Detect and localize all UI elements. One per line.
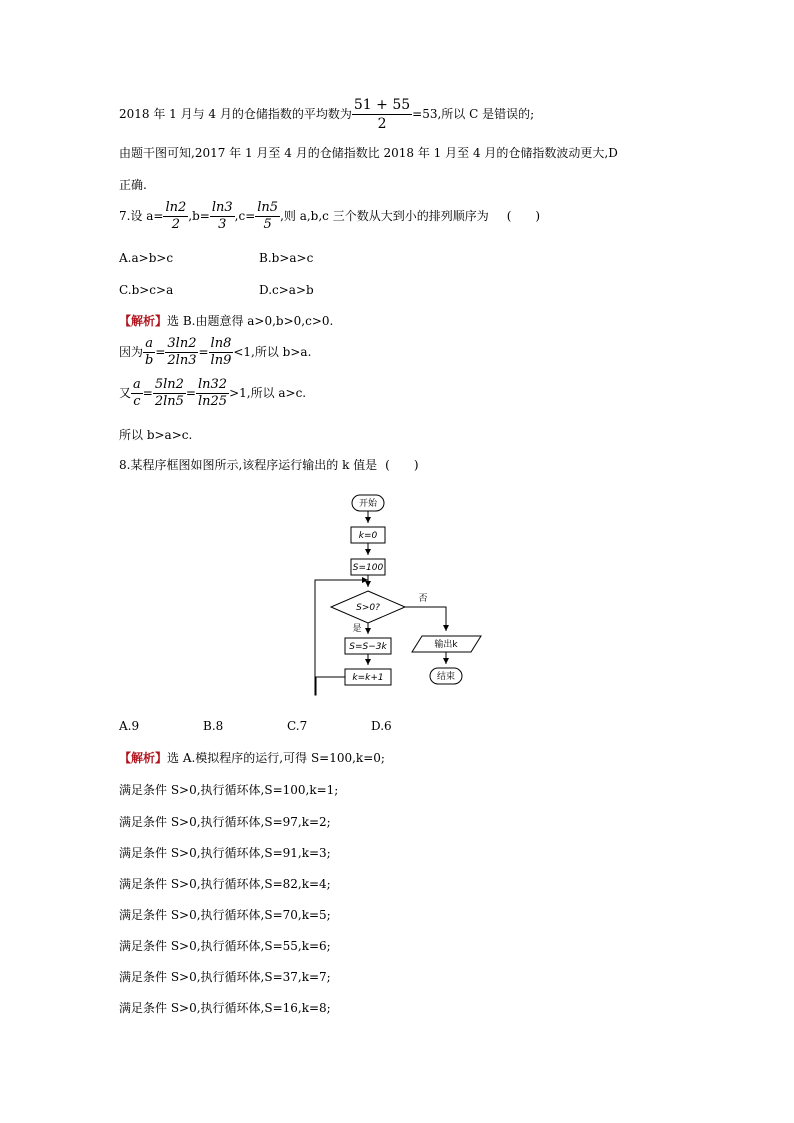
fraction-numerator: ln5 [257,200,279,215]
option-b: B.b>a>c [259,251,314,265]
fraction-numerator: ln8 [210,336,232,351]
text: ,b= [188,209,210,223]
paragraph-fluctuation: 由题干图可知,2017 年 1 月至 4 月的仓储指数比 2018 年 1 月至 4 月的仓储指数波动更大,D [119,146,618,160]
solution-step: 满足条件 S>0,执行循环体,S=55,k=6; [119,939,331,953]
text: ,则 a,b,c 三个数从大到小的排列顺序为 [280,209,489,223]
question-7-prefix: 7.设 a= [119,209,164,223]
fraction-denominator: c [133,394,141,409]
solution-step: 满足条件 S>0,执行循环体,S=70,k=5; [119,908,331,922]
fraction-numerator: a [143,336,155,353]
flow-end-label: 结束 [436,672,456,682]
solution-7-conclusion: 所以 b>a>c. [119,428,193,442]
fraction-numerator: 51 + 55 [353,97,411,113]
solution-step: 满足条件 S>0,执行循环体,S=16,k=8; [119,1001,331,1015]
fraction-denominator: ln9 [210,353,232,368]
question-8-text: 8.某程序框图如图所示,该程序运行输出的 k 值是 [119,458,378,472]
answer-blank: ( ) [506,209,541,223]
option-a: A.9 [119,719,140,733]
fraction-denominator: 2 [377,116,387,132]
option-a: A.a>b>c [119,251,174,265]
solution-8-line-1 [119,750,385,766]
text: = [142,386,153,400]
option-d: D.c>a>b [259,283,314,297]
answer-blank: ( ) [385,458,419,472]
flow-init-k-label: k=0 [358,531,378,541]
fraction-numerator: 3ln2 [167,336,197,351]
text: 因为 [119,345,144,359]
text: 选 B.由题意得 a>0,b>0,c>0. [167,314,334,328]
flow-init-s-label: S=100 [352,563,384,573]
text: >1,所以 a>c. [229,386,307,400]
analysis-tag: 【解析】 [119,751,168,765]
option-b: B.8 [203,719,224,733]
flow-update-s-label: S=S−3k [349,642,387,652]
fraction-numerator: ln3 [211,200,233,215]
fraction-numerator: 5ln2 [154,377,184,392]
fraction-denominator: 2ln3 [167,353,197,368]
analysis-tag: 【解析】 [119,314,168,328]
text: = [198,345,209,359]
solution-step: 满足条件 S>0,执行循环体,S=91,k=3; [119,846,331,860]
fraction-denominator: b [145,353,154,368]
paragraph-correct: 正确. [119,178,147,192]
fraction-numerator: ln32 [197,377,228,392]
flow-update-k-label: k=k+1 [352,673,384,683]
text: 又 [119,386,132,400]
fraction-denominator: 3 [218,217,227,232]
text: 2018 年 1 月与 4 月的仓储指数的平均数为 [119,107,352,121]
fraction-denominator: ln25 [197,394,228,409]
solution-step: 满足条件 S>0,执行循环体,S=97,k=2; [119,815,331,829]
text: <1,所以 b>a. [233,345,312,359]
text: =53,所以 C 是错误的; [412,107,535,121]
fraction-denominator: 2 [171,217,181,232]
option-c: C.7 [287,719,308,733]
option-c: C.b>c>a [119,283,174,297]
flow-condition-label: S>0? [356,603,380,613]
option-d: D.6 [371,719,392,733]
solution-step: 满足条件 S>0,执行循环体,S=37,k=7; [119,970,331,984]
flow-yes-label: 是 [352,624,362,634]
flow-no-label: 否 [418,594,428,604]
solution-step: 满足条件 S>0,执行循环体,S=82,k=4; [119,877,331,891]
text: ,c= [234,209,256,223]
text: 选 A.模拟程序的运行,可得 S=100,k=0; [167,751,385,765]
text: = [155,345,166,359]
fraction-numerator: a [133,377,141,392]
flow-output-label: 输出k [434,640,458,650]
fraction-numerator: ln2 [165,200,187,215]
text: = [185,386,196,400]
fraction-denominator: 2ln5 [154,394,184,409]
solution-step: 满足条件 S>0,执行循环体,S=100,k=1; [119,783,339,797]
flow-start-label: 开始 [358,499,378,509]
fraction-denominator: 5 [263,217,272,232]
